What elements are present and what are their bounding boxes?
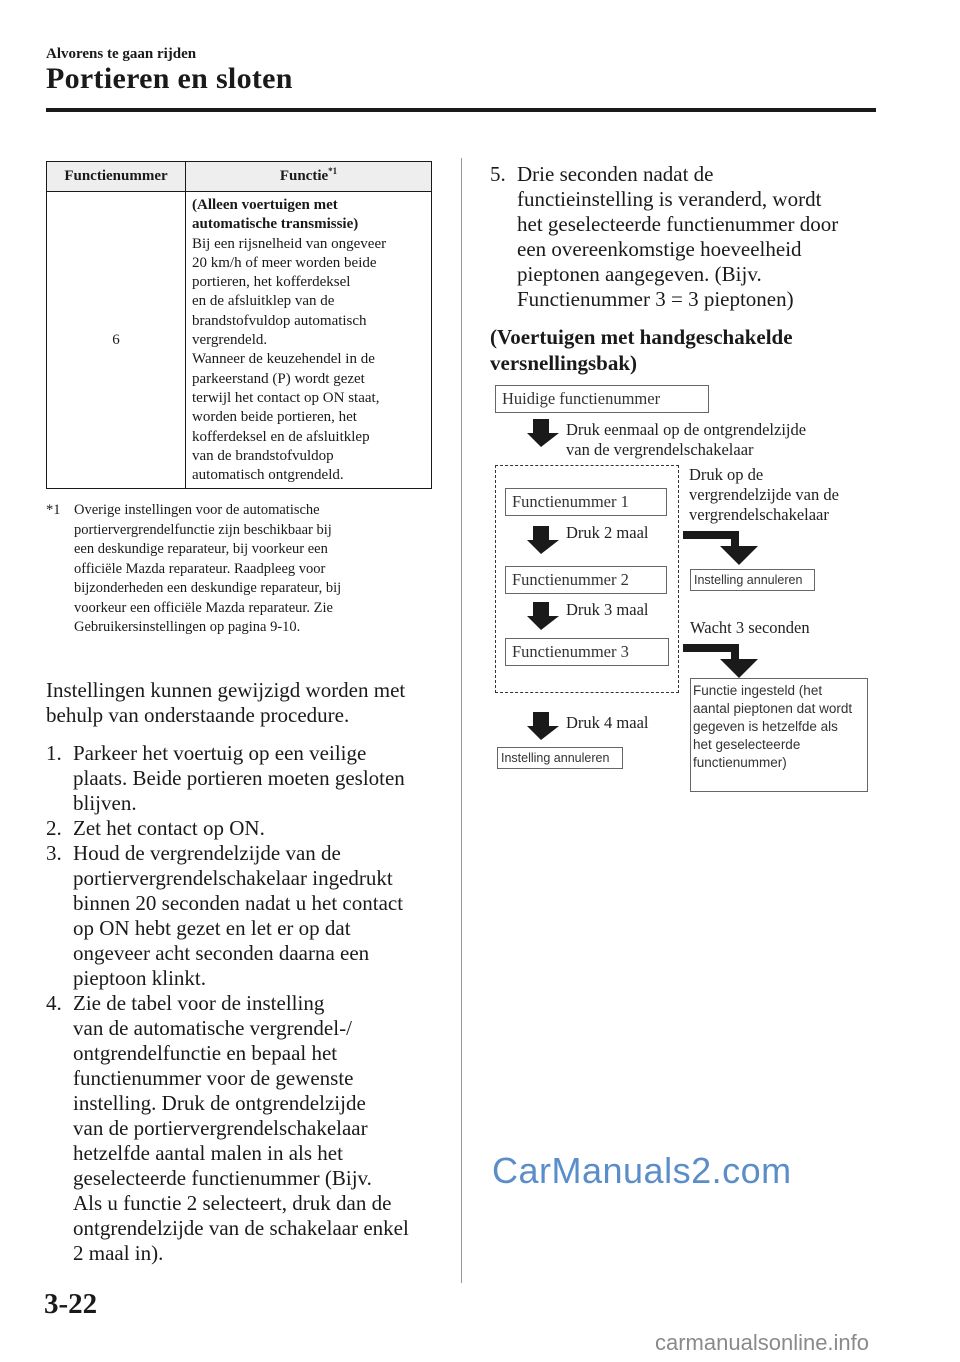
watermark: CarManuals2.com <box>492 1150 792 1191</box>
step-1 <box>46 741 446 816</box>
step-2 <box>46 816 446 841</box>
down-arrow-icon <box>527 526 561 554</box>
step-line: Houd de vergrendelzijde van de <box>73 841 341 865</box>
function-number-2-box: Functienummer 2 <box>505 566 667 594</box>
step-4 <box>46 991 446 1266</box>
press-2-label: Druk 2 maal <box>566 523 649 542</box>
press-once-line: Druk eenmaal op de ontgrendelzijde <box>566 420 807 439</box>
step-number: 2. <box>46 816 62 840</box>
lock-side-line: Druk op de <box>689 465 764 484</box>
step-line: Zie de tabel voor de instelling <box>73 991 325 1015</box>
press-once-label <box>566 420 806 460</box>
function-set-result-box <box>690 678 868 792</box>
step-line: pieptonen aangegeven. (Bijv. <box>517 262 762 286</box>
step-line: plaats. Beide portieren moeten gesloten <box>73 766 405 790</box>
description-line: brandstofvuldop automatisch <box>192 312 367 329</box>
down-arrow-icon <box>527 419 561 447</box>
procedure-steps <box>46 741 446 1266</box>
step-line: Drie seconden nadat de <box>517 162 714 186</box>
step-3 <box>46 841 446 991</box>
result-line: het geselecteerde <box>693 737 801 752</box>
wait-label: Wacht 3 seconden <box>690 618 810 637</box>
step-line: 2 maal in). <box>73 1241 164 1265</box>
description-bold-line: automatische transmissie) <box>192 216 359 233</box>
down-arrow-icon <box>527 602 561 630</box>
step-number: 1. <box>46 741 62 765</box>
bent-arrow-icon <box>683 641 763 679</box>
step-line: een overeenkomstige hoeveelheid <box>517 237 802 261</box>
step-line: Functienummer 3 = 3 pieptonen) <box>517 287 794 311</box>
page-title: Portieren en sloten <box>46 62 293 95</box>
step-line: ongeveer acht seconden daarna een <box>73 941 370 965</box>
function-number-3-box: Functienummer 3 <box>505 638 669 666</box>
step-line: ontgrendelzijde van de schakelaar enkel <box>73 1216 409 1240</box>
intro-paragraph <box>46 678 446 728</box>
description-line: worden beide portieren, het <box>192 409 357 426</box>
page-number: 3-22 <box>44 1288 98 1320</box>
current-function-box: Huidige functienummer <box>495 385 709 413</box>
lock-side-line: vergrendelzijde van de <box>689 485 839 504</box>
footnote-line: een deskundige reparateur, bij voorkeur een <box>74 541 328 557</box>
lock-side-line: vergrendelschakelaar <box>689 505 829 524</box>
footnote <box>46 501 416 638</box>
title-rule <box>46 108 876 112</box>
press-4-label: Druk 4 maal <box>566 713 649 732</box>
description-line: automatisch ontgrendeld. <box>192 467 344 484</box>
step-line: op ON hebt gezet en let er op dat <box>73 916 351 940</box>
lock-side-label <box>689 465 839 525</box>
step-line: instelling. Druk de ontgrendelzijde <box>73 1091 366 1115</box>
function-table <box>46 161 432 489</box>
description-bold-line: (Alleen voertuigen met <box>192 197 338 213</box>
step-line: het geselecteerde functienummer door <box>517 212 839 236</box>
step-line: pieptoon klinkt. <box>73 966 206 990</box>
step-line: binnen 20 seconden nadat u het contact <box>73 891 404 915</box>
step-line: van de automatische vergrendel-/ <box>73 1016 352 1040</box>
down-arrow-icon <box>527 712 561 740</box>
bent-arrow-icon <box>683 528 763 566</box>
description-line: Bij een rijsnelheid van ongeveer <box>192 235 387 252</box>
press-once-line: van de vergrendelschakelaar <box>566 440 754 459</box>
footnote-line: portiervergrendelfunctie zijn beschikbaar bij <box>74 521 332 538</box>
step-line: blijven. <box>73 791 137 815</box>
step-line: Zet het contact op ON. <box>73 816 265 840</box>
description-line: en de afsluitklep van de <box>192 293 335 310</box>
description-line: van de brandstofvuldop <box>192 447 334 464</box>
section-label: Alvorens te gaan rijden <box>46 46 197 62</box>
heading-line: (Voertuigen met handgeschakelde <box>490 325 793 349</box>
footnote-line: Gebruikersinstellingen op pagina 9-10. <box>74 619 301 635</box>
intro-line: Instellingen kunnen gewijzigd worden met <box>46 678 406 702</box>
footnote-line: officiële Mazda reparateur. Raadpleeg voor <box>74 560 326 577</box>
footnote-line: voorkeur een officiële Mazda reparateur. Zie <box>74 599 333 616</box>
step-line: Parkeer het voertuig op een veilige <box>73 741 367 765</box>
table-row <box>47 192 432 489</box>
table-header-function <box>186 162 432 192</box>
result-line: gegeven is hetzelfde als <box>693 719 838 734</box>
description-line: 20 km/h of meer worden beide <box>192 254 377 271</box>
result-line: aantal pieptonen dat wordt <box>693 701 853 716</box>
step-line: geselecteerde functienummer (Bijv. <box>73 1166 372 1190</box>
table-header-function-number: Functienummer <box>47 162 186 192</box>
column-divider <box>461 158 462 1283</box>
footnote-mark: *1 <box>46 502 61 518</box>
cancel-setting-box: Instelling annuleren <box>497 747 623 769</box>
footer-site-text: carmanualsonline.info <box>655 1330 870 1355</box>
manual-transmission-heading <box>490 324 870 376</box>
table-header-function-label: Functie <box>279 168 329 184</box>
result-line: Functie ingesteld (het <box>693 683 823 698</box>
footnote-reference: *1 <box>328 166 338 176</box>
step-number: 4. <box>46 991 62 1015</box>
step-line: portiervergrendelschakelaar ingedrukt <box>73 866 393 890</box>
description-line: kofferdeksel en de afsluitklep <box>192 428 370 445</box>
footnote-line: Overige instellingen voor de automatische <box>74 502 320 518</box>
step-line: van de portiervergrendelschakelaar <box>73 1116 368 1140</box>
step-line: Als u functie 2 selecteert, druk dan de <box>73 1191 392 1215</box>
intro-line: behulp van onderstaande procedure. <box>46 703 350 727</box>
step-number: 3. <box>46 841 62 865</box>
step-line: ontgrendelfunctie en bepaal het <box>73 1041 338 1065</box>
function-number-cell: 6 <box>47 192 186 489</box>
heading-line: versnellingsbak) <box>490 351 638 375</box>
description-line: terwijl het contact op ON staat, <box>192 389 380 406</box>
step-line: functienummer voor de gewenste <box>73 1066 354 1090</box>
step-line: functieinstelling is veranderd, wordt <box>517 187 822 211</box>
press-3-label: Druk 3 maal <box>566 600 649 619</box>
step-5 <box>490 162 897 312</box>
result-line: functienummer) <box>693 755 787 770</box>
table-header-row <box>47 162 432 192</box>
step-line: hetzelfde aantal malen in als het <box>73 1141 343 1165</box>
description-line: vergrendeld. <box>192 332 268 349</box>
cancel-setting-box-right: Instelling annuleren <box>690 569 815 591</box>
footnote-line: bijzonderheden een deskundige reparateur, bij <box>74 580 342 596</box>
description-line: portieren, het kofferdeksel <box>192 274 351 291</box>
function-description-cell <box>186 192 432 489</box>
function-number-1-box: Functienummer 1 <box>505 488 667 516</box>
description-line: Wanneer de keuzehendel in de <box>192 351 375 368</box>
description-line: parkeerstand (P) wordt gezet <box>192 370 365 387</box>
step-number: 5. <box>490 162 506 186</box>
